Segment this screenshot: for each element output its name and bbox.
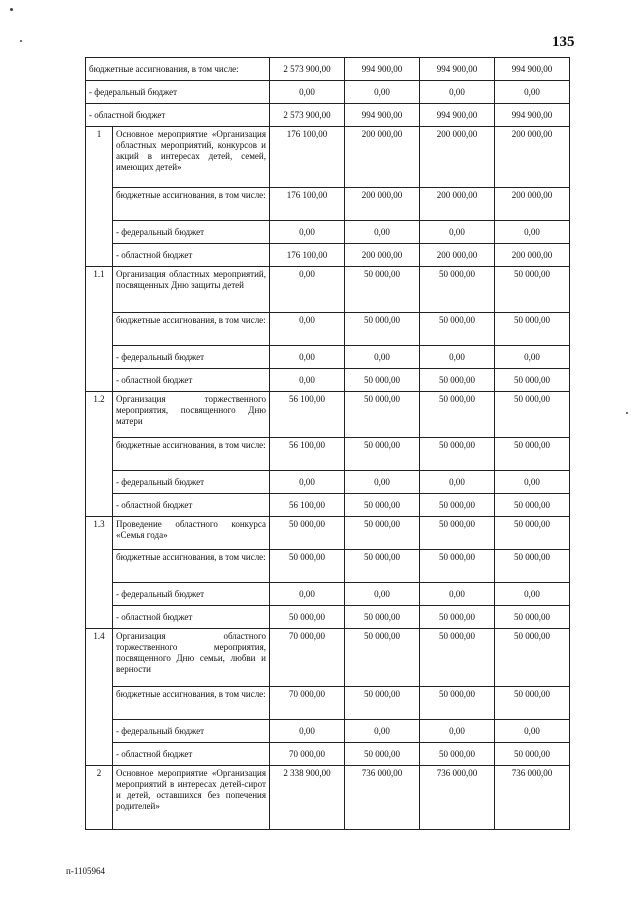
item-title: Проведение областного конкурса «Семья года» <box>113 517 270 550</box>
table-row <box>86 606 570 629</box>
value-cell: 50 000,00 <box>345 267 420 313</box>
value-cell: 0,00 <box>345 471 420 494</box>
document-code: п-1105964 <box>66 866 105 876</box>
value-cell: 0,00 <box>420 583 495 606</box>
item-number: 2 <box>86 766 113 830</box>
value-cell: 50 000,00 <box>420 629 495 687</box>
value-cell: 0,00 <box>420 346 495 369</box>
value-cell: 0,00 <box>345 720 420 743</box>
value-cell: 50 000,00 <box>420 267 495 313</box>
value-cell: 994 900,00 <box>345 104 420 127</box>
value-cell: 50 000,00 <box>495 369 570 392</box>
scan-speck <box>20 40 22 42</box>
value-cell: 0,00 <box>495 221 570 244</box>
value-cell: 50 000,00 <box>420 313 495 346</box>
value-cell: 0,00 <box>270 221 345 244</box>
row-label: - федеральный бюджет <box>113 720 270 743</box>
value-cell: 50 000,00 <box>495 743 570 766</box>
item-title: Основное мероприятие «Организация областных мероприятий, конкурсов и акций в интересах детей, семей, имеющих детей» <box>113 127 270 188</box>
value-cell: 994 900,00 <box>345 58 420 81</box>
value-cell: 736 000,00 <box>495 766 570 830</box>
value-cell: 50 000,00 <box>345 494 420 517</box>
row-label: - федеральный бюджет <box>113 583 270 606</box>
value-cell: 200 000,00 <box>420 188 495 221</box>
budget-table <box>85 57 570 830</box>
table-row <box>86 313 570 346</box>
value-cell: 50 000,00 <box>420 494 495 517</box>
row-label: бюджетные ассигнования, в том числе: <box>113 687 270 720</box>
table-row <box>86 221 570 244</box>
value-cell: 0,00 <box>270 313 345 346</box>
value-cell: 200 000,00 <box>345 244 420 267</box>
row-label: бюджетные ассигнования, в том числе: <box>113 438 270 471</box>
table-row <box>86 766 570 830</box>
value-cell: 736 000,00 <box>420 766 495 830</box>
row-label: - областной бюджет <box>113 369 270 392</box>
value-cell: 994 900,00 <box>495 104 570 127</box>
item-number: 1.3 <box>86 517 113 629</box>
value-cell: 50 000,00 <box>495 517 570 550</box>
value-cell: 50 000,00 <box>420 743 495 766</box>
value-cell: 0,00 <box>270 346 345 369</box>
value-cell: 2 338 900,00 <box>270 766 345 830</box>
value-cell: 176 100,00 <box>270 127 345 188</box>
table-row <box>86 267 570 313</box>
value-cell: 50 000,00 <box>270 517 345 550</box>
value-cell: 70 000,00 <box>270 743 345 766</box>
row-label: - областной бюджет <box>86 104 270 127</box>
table-row <box>86 188 570 221</box>
row-label: - областной бюджет <box>113 606 270 629</box>
row-label: бюджетные ассигнования, в том числе: <box>86 58 270 81</box>
row-label: - федеральный бюджет <box>113 471 270 494</box>
table-row <box>86 494 570 517</box>
value-cell: 0,00 <box>420 221 495 244</box>
value-cell: 50 000,00 <box>495 606 570 629</box>
item-title: Организация торжественного мероприятия, посвященного Дню матери <box>113 392 270 438</box>
table-row <box>86 104 570 127</box>
value-cell: 70 000,00 <box>270 687 345 720</box>
scan-speck <box>626 412 628 414</box>
value-cell: 0,00 <box>270 267 345 313</box>
value-cell: 0,00 <box>270 369 345 392</box>
value-cell: 0,00 <box>420 81 495 104</box>
value-cell: 50 000,00 <box>345 629 420 687</box>
table-row <box>86 583 570 606</box>
value-cell: 50 000,00 <box>495 267 570 313</box>
value-cell: 50 000,00 <box>495 438 570 471</box>
value-cell: 0,00 <box>345 583 420 606</box>
table-row <box>86 720 570 743</box>
value-cell: 56 100,00 <box>270 494 345 517</box>
table-row <box>86 517 570 550</box>
value-cell: 50 000,00 <box>270 550 345 583</box>
value-cell: 176 100,00 <box>270 244 345 267</box>
item-number: 1.4 <box>86 629 113 766</box>
item-title: Основное мероприятие «Организация мероприятий в интересах детей-сирот и детей, оставшихся без попечения родителей» <box>113 766 270 830</box>
value-cell: 50 000,00 <box>270 606 345 629</box>
table-row <box>86 244 570 267</box>
table-row <box>86 369 570 392</box>
value-cell: 50 000,00 <box>345 313 420 346</box>
value-cell: 50 000,00 <box>495 392 570 438</box>
value-cell: 50 000,00 <box>420 606 495 629</box>
value-cell: 0,00 <box>420 720 495 743</box>
table-row <box>86 687 570 720</box>
value-cell: 0,00 <box>495 471 570 494</box>
row-label: - федеральный бюджет <box>113 221 270 244</box>
item-number: 1.2 <box>86 392 113 517</box>
table-row <box>86 471 570 494</box>
page-number: 135 <box>552 34 575 50</box>
table-row <box>86 127 570 188</box>
table-row <box>86 550 570 583</box>
value-cell: 994 900,00 <box>420 104 495 127</box>
value-cell: 50 000,00 <box>495 313 570 346</box>
value-cell: 0,00 <box>270 81 345 104</box>
value-cell: 50 000,00 <box>345 606 420 629</box>
value-cell: 50 000,00 <box>420 392 495 438</box>
scan-speck <box>10 8 13 11</box>
value-cell: 50 000,00 <box>345 392 420 438</box>
value-cell: 50 000,00 <box>495 494 570 517</box>
value-cell: 0,00 <box>495 720 570 743</box>
value-cell: 176 100,00 <box>270 188 345 221</box>
value-cell: 70 000,00 <box>270 629 345 687</box>
item-title: Организация областных мероприятий, посвященных Дню защиты детей <box>113 267 270 313</box>
value-cell: 736 000,00 <box>345 766 420 830</box>
value-cell: 0,00 <box>495 583 570 606</box>
value-cell: 50 000,00 <box>495 629 570 687</box>
value-cell: 56 100,00 <box>270 392 345 438</box>
value-cell: 200 000,00 <box>495 188 570 221</box>
value-cell: 200 000,00 <box>345 188 420 221</box>
value-cell: 50 000,00 <box>420 438 495 471</box>
table-row <box>86 743 570 766</box>
value-cell: 50 000,00 <box>345 517 420 550</box>
value-cell: 50 000,00 <box>420 550 495 583</box>
row-label: бюджетные ассигнования, в том числе: <box>113 313 270 346</box>
value-cell: 50 000,00 <box>345 438 420 471</box>
table-row <box>86 629 570 687</box>
value-cell: 50 000,00 <box>420 687 495 720</box>
row-label: бюджетные ассигнования, в том числе: <box>113 550 270 583</box>
table-row <box>86 58 570 81</box>
value-cell: 994 900,00 <box>495 58 570 81</box>
value-cell: 0,00 <box>495 346 570 369</box>
row-label: - областной бюджет <box>113 743 270 766</box>
budget-table-body <box>86 58 570 830</box>
value-cell: 2 573 900,00 <box>270 58 345 81</box>
value-cell: 0,00 <box>345 221 420 244</box>
item-title: Организация областного торжественного мероприятия, посвященного Дню семьи, любви и верности <box>113 629 270 687</box>
value-cell: 50 000,00 <box>495 550 570 583</box>
value-cell: 200 000,00 <box>495 244 570 267</box>
value-cell: 200 000,00 <box>495 127 570 188</box>
value-cell: 50 000,00 <box>345 743 420 766</box>
table-row <box>86 392 570 438</box>
value-cell: 0,00 <box>345 346 420 369</box>
row-label: - федеральный бюджет <box>113 346 270 369</box>
value-cell: 994 900,00 <box>420 58 495 81</box>
item-number: 1.1 <box>86 267 113 392</box>
item-number: 1 <box>86 127 113 267</box>
value-cell: 0,00 <box>495 81 570 104</box>
table-row <box>86 81 570 104</box>
value-cell: 50 000,00 <box>420 369 495 392</box>
value-cell: 50 000,00 <box>345 550 420 583</box>
value-cell: 50 000,00 <box>345 687 420 720</box>
value-cell: 0,00 <box>270 583 345 606</box>
value-cell: 50 000,00 <box>495 687 570 720</box>
row-label: бюджетные ассигнования, в том числе: <box>113 188 270 221</box>
value-cell: 200 000,00 <box>420 127 495 188</box>
value-cell: 50 000,00 <box>420 517 495 550</box>
table-row <box>86 346 570 369</box>
value-cell: 200 000,00 <box>420 244 495 267</box>
row-label: - областной бюджет <box>113 244 270 267</box>
row-label: - федеральный бюджет <box>86 81 270 104</box>
value-cell: 56 100,00 <box>270 438 345 471</box>
value-cell: 0,00 <box>270 720 345 743</box>
table-row <box>86 438 570 471</box>
value-cell: 50 000,00 <box>345 369 420 392</box>
value-cell: 2 573 900,00 <box>270 104 345 127</box>
value-cell: 0,00 <box>270 471 345 494</box>
value-cell: 0,00 <box>345 81 420 104</box>
value-cell: 0,00 <box>420 471 495 494</box>
row-label: - областной бюджет <box>113 494 270 517</box>
value-cell: 200 000,00 <box>345 127 420 188</box>
